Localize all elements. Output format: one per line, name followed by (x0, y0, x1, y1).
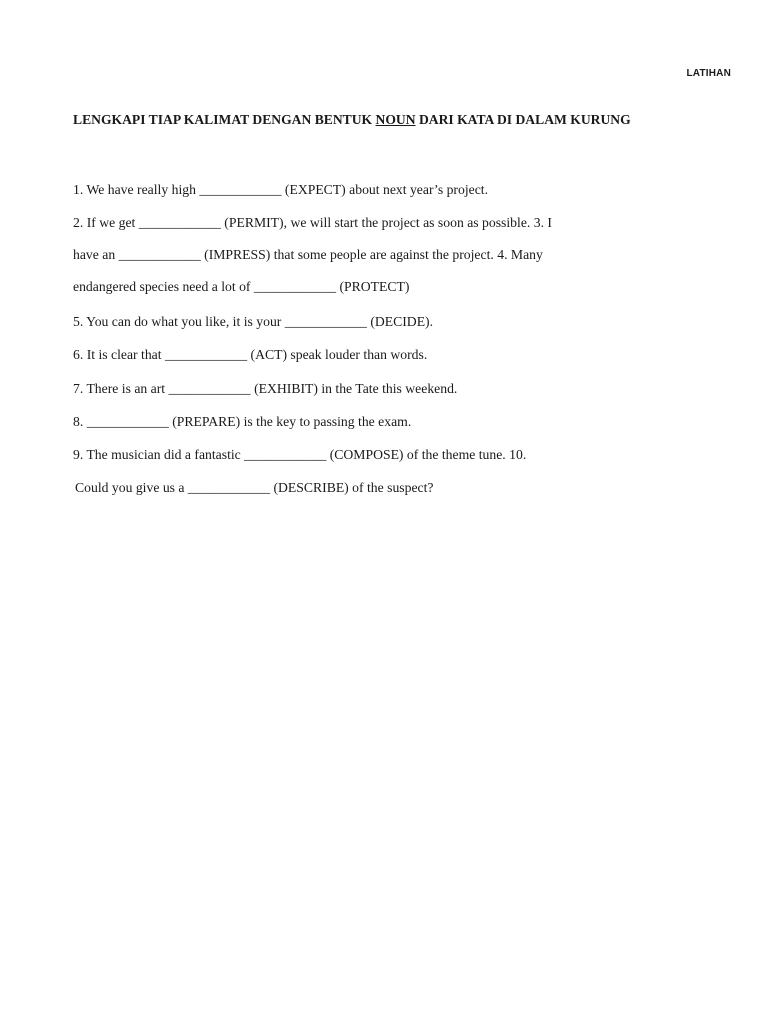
exercise-line-9: 9. The musician did a fantastic ____________ (COMPOSE) of the theme tune. 10. (73, 447, 527, 462)
exercise-line-7: 7. There is an art ____________ (EXHIBIT) in the Tate this weekend. (73, 381, 458, 396)
exercise-line-2: 2. If we get ____________ (PERMIT), we will start the project as soon as possible. 3. I (73, 215, 552, 230)
exercise-line-3: have an ____________ (IMPRESS) that some people are against the project. 4. Many (73, 247, 543, 262)
exercise-line-1: 1. We have really high ____________ (EXPECT) about next year’s project. (73, 182, 489, 197)
exercise-line-6: 6. It is clear that ____________ (ACT) speak louder than words. (73, 347, 428, 362)
exercise-line-4: endangered species need a lot of ____________ (PROTECT) (73, 279, 410, 294)
latihan-label: LATIHAN (686, 68, 731, 79)
instruction-text-end: DARI KATA DI DALAM KURUNG (415, 112, 631, 127)
exercise-line-8: 8. ____________ (PREPARE) is the key to passing the exam. (73, 414, 412, 429)
instruction-underlined-word: NOUN (375, 112, 416, 127)
instruction-text-start: LENGKAPI TIAP KALIMAT DENGAN BENTUK (73, 112, 376, 127)
instruction-heading (73, 112, 631, 128)
exercise-line-10: Could you give us a ____________ (DESCRIBE) of the suspect? (75, 480, 434, 495)
exercise-line-5: 5. You can do what you like, it is your ____________ (DECIDE). (73, 314, 434, 329)
